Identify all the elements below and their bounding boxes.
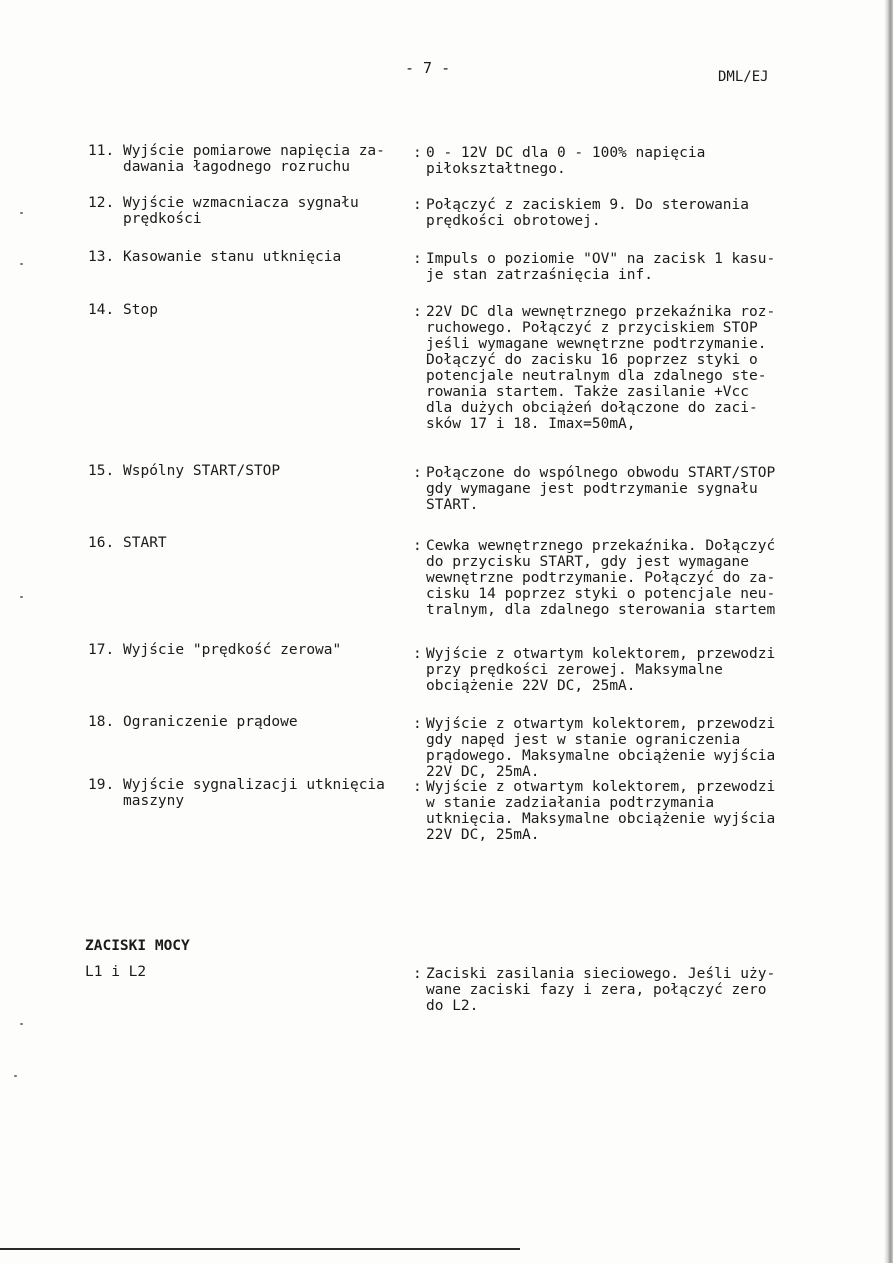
scan-speck: [14, 1075, 17, 1077]
separator-colon: :: [413, 646, 422, 662]
power-terminal-name: L1 i L2: [85, 964, 147, 980]
description-text: 0 - 12V DC dla 0 - 100% napięcia piłokształtnego.: [426, 145, 706, 177]
terminal-number: 18.: [88, 714, 115, 730]
terminal-number: 12.: [88, 195, 115, 211]
description-text: Wyjście z otwartym kolektorem, przewodzi przy prędkości zerowej. Maksymalne obciążenie 22V DC, 25mA.: [426, 646, 776, 694]
terminal-name: START: [123, 535, 167, 551]
bottom-rule: [0, 1248, 520, 1250]
terminal-name: Ograniczenie prądowe: [123, 714, 298, 730]
terminal-number: 13.: [88, 249, 115, 265]
terminal-number: 16.: [88, 535, 115, 551]
separator-colon: :: [413, 145, 422, 161]
separator-colon: :: [413, 966, 422, 982]
scan-edge: [884, 0, 893, 1263]
description-text: Wyjście z otwartym kolektorem, przewodzi w stanie zadziałania podtrzymania utknięcia. Maksymalne obciążenie wyjścia 22V DC, 25mA.: [426, 779, 776, 843]
terminal-name: Wspólny START/STOP: [123, 463, 281, 479]
separator-colon: :: [413, 538, 422, 554]
separator-colon: :: [413, 716, 422, 732]
terminal-name: Kasowanie stanu utknięcia: [123, 249, 342, 265]
separator-colon: :: [413, 304, 422, 320]
scan-speck: [20, 263, 23, 265]
scan-speck: [20, 596, 23, 598]
section-title: ZACISKI MOCY: [85, 938, 190, 954]
terminal-name: Wyjście wzmacniacza sygnału prędkości: [123, 195, 359, 227]
description-text: 22V DC dla wewnętrznego przekaźnika roz- ruchowego. Połączyć z przyciskiem STOP jeśli wymagane wewnętrzne podtrzymanie. Dołączyć do zacisku 16 poprzez styki o potencjale neutralnym dla zdalnego ste- rowania startem. Także zasilanie +Vcc dla dużych obciążeń dołączone do zaci- sków 17 i 18. Imax=50mA,: [426, 304, 776, 432]
terminal-number: 17.: [88, 642, 115, 658]
terminal-number: 14.: [88, 302, 115, 318]
terminal-name: Wyjście pomiarowe napięcia za- dawania łagodnego rozruchu: [123, 143, 385, 175]
terminal-name: Wyjście "prędkość zerowa": [123, 642, 342, 658]
terminal-name: Stop: [123, 302, 158, 318]
description-text: Wyjście z otwartym kolektorem, przewodzi gdy napęd jest w stanie ograniczenia prądowego. Maksymalne obciążenie wyjścia 22V DC, 25mA.: [426, 716, 776, 780]
separator-colon: :: [413, 779, 422, 795]
separator-colon: :: [413, 197, 422, 213]
terminal-number: 15.: [88, 463, 115, 479]
page-number: - 7 -: [405, 59, 451, 77]
scan-speck: [20, 1023, 23, 1025]
description-text: Impuls o poziomie "OV" na zacisk 1 kasu- je stan zatrzaśnięcia inf.: [426, 251, 776, 283]
description-text: Cewka wewnętrznego przekaźnika. Dołączyć do przycisku START, gdy jest wymagane wewnętrzne podtrzymanie. Połączyć do za- cisku 14 poprzez styki o potencjale neu- tralnym, dla zdalnego sterowania startem: [426, 538, 776, 618]
terminal-number: 19.: [88, 777, 115, 793]
separator-colon: :: [413, 251, 422, 267]
description-text: Połączyć z zaciskiem 9. Do sterowania prędkości obrotowej.: [426, 197, 750, 229]
separator-colon: :: [413, 465, 422, 481]
scan-speck: [20, 212, 23, 214]
terminal-number: 11.: [88, 143, 115, 159]
description-text: Połączone do wspólnego obwodu START/STOP gdy wymagane jest podtrzymanie sygnału START.: [426, 465, 776, 513]
document-code: DML/EJ: [718, 69, 769, 85]
description-text: Zaciski zasilania sieciowego. Jeśli uży- wane zaciski fazy i zera, połączyć zero do L2.: [426, 966, 776, 1014]
terminal-name: Wyjście sygnalizacji utknięcia maszyny: [123, 777, 385, 809]
power-terminal-description: [413, 966, 793, 1014]
